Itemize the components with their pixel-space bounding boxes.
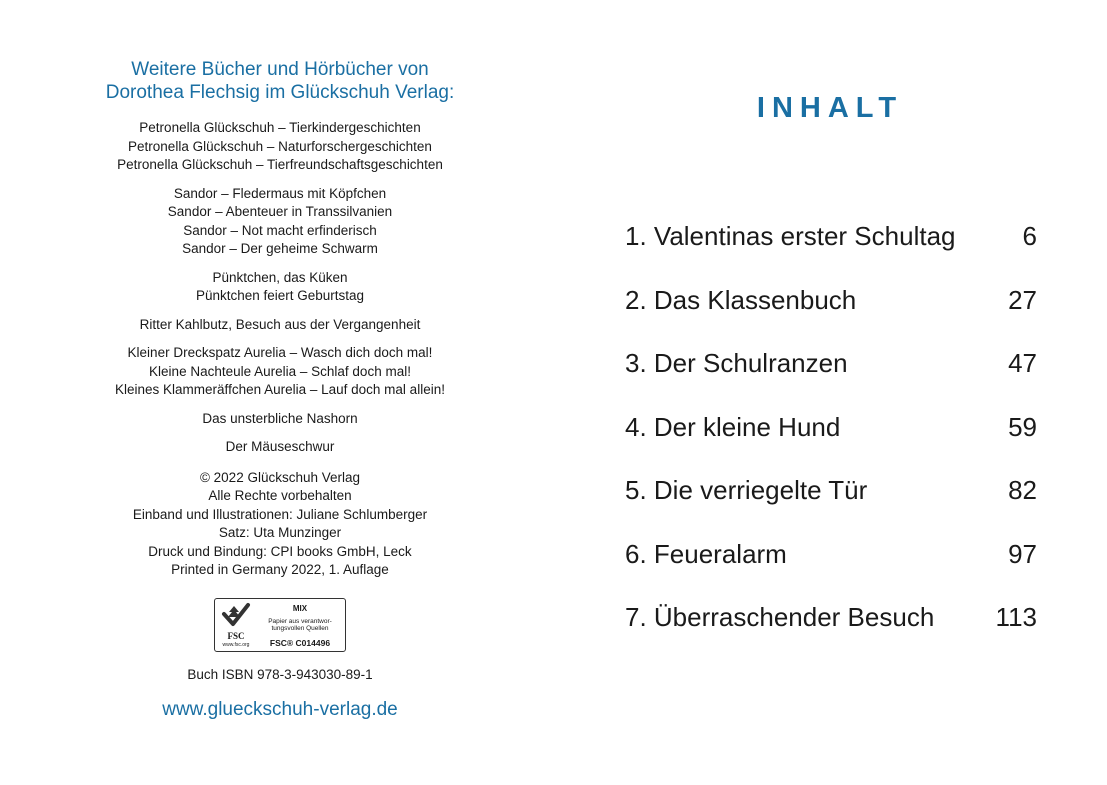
left-page <box>60 58 500 721</box>
toc-entry-title: 2. Das Klassenbuch <box>625 284 857 315</box>
book-title: Petronella Glückschuh – Tierfreundschaftsgeschichten <box>117 157 443 172</box>
imprint-line: Satz: Uta Munzinger <box>218 525 342 540</box>
book-title: Kleine Nachteule Aurelia – Schlaf doch mal! <box>149 363 411 379</box>
toc-entry-page: 27 <box>1008 284 1037 315</box>
publisher-website: www.glueckschuh-verlag.de <box>162 698 398 720</box>
toc-entry <box>625 343 1037 407</box>
toc-entry-title: 7. Überraschender Besuch <box>625 602 935 632</box>
toc-entry <box>625 216 1037 280</box>
book-group-petronella <box>60 119 500 175</box>
fsc-mix-label: MIX <box>292 603 308 613</box>
toc-entry <box>625 470 1037 534</box>
book-title: Der Mäuseschwur <box>225 439 335 454</box>
book-title: Petronella Glückschuh – Naturforschergeschichten <box>128 138 432 154</box>
toc-title: INHALT <box>756 92 904 124</box>
book-title: Das unsterbliche Nashorn <box>202 410 358 426</box>
toc-entry-title: 3. Der Schulranzen <box>625 348 848 378</box>
imprint-line: © 2022 Glückschuh Verlag <box>199 469 361 485</box>
book-title: Kleines Klammeräffchen Aurelia – Lauf doch mal allein! <box>115 382 445 397</box>
toc-entry-page: 97 <box>1008 538 1037 569</box>
toc-entry <box>625 280 1037 344</box>
fsc-url: www.fsc.org <box>222 641 250 648</box>
toc-entry-title: 5. Die verriegelte Tür <box>625 475 868 505</box>
toc-entry <box>625 407 1037 471</box>
book-title: Sandor – Der geheime Schwarm <box>182 241 378 256</box>
imprint-line: Einband und Illustrationen: Juliane Schlumberger <box>132 506 428 522</box>
book-group-puenktchen <box>60 269 500 306</box>
books-heading-line2: Dorothea Flechsig im Glückschuh Verlag: <box>105 82 455 103</box>
toc-entry-page: 59 <box>1008 411 1037 442</box>
fsc-tree-checkmark-icon <box>220 602 252 630</box>
book-group-maeuseschwur <box>60 438 500 457</box>
toc-entry-title: 6. Feueralarm <box>625 538 787 569</box>
toc-entry-title: 1. Valentinas erster Schultag <box>625 221 956 251</box>
imprint-line: Printed in Germany 2022, 1. Auflage <box>171 562 389 577</box>
book-title: Ritter Kahlbutz, Besuch aus der Vergangenheit <box>139 316 421 332</box>
book-title: Pünktchen, das Küken <box>212 269 348 285</box>
book-group-sandor <box>60 185 500 259</box>
book-title: Pünktchen feiert Geburtstag <box>195 288 365 303</box>
fsc-word: FSC <box>227 630 245 641</box>
toc-entry <box>625 597 1037 661</box>
books-heading <box>60 58 500 104</box>
imprint-line: Druck und Bindung: CPI books GmbH, Leck <box>148 543 412 559</box>
toc-entry-title: 4. Der kleine Hund <box>625 411 841 442</box>
book-title: Sandor – Fledermaus mit Köpfchen <box>173 185 387 201</box>
books-heading-line1: Weitere Bücher und Hörbücher von <box>131 59 429 80</box>
isbn: Buch ISBN 978-3-943030-89-1 <box>187 666 373 682</box>
toc-entry-page: 82 <box>1008 475 1037 505</box>
toc-entry-page: 47 <box>1008 348 1037 378</box>
book-title: Petronella Glückschuh – Tierkindergeschichten <box>139 120 421 135</box>
fsc-license-code: FSC® C014496 <box>269 637 331 648</box>
imprint <box>60 469 500 580</box>
imprint-line: Alle Rechte vorbehalten <box>208 488 352 503</box>
fsc-paper-text: Papier aus verantwor- tungsvollen Quellen <box>268 618 332 632</box>
book-title: Sandor – Abenteuer in Transsilvanien <box>167 204 393 219</box>
book-title: Kleiner Dreckspatz Aurelia – Wasch dich doch mal! <box>127 345 433 360</box>
toc-entry-page: 6 <box>1022 221 1037 251</box>
book-group-nashorn <box>60 410 500 429</box>
fsc-logo <box>214 598 346 652</box>
book-title: Sandor – Not macht erfinderisch <box>183 222 377 238</box>
book-group-aurelia <box>60 344 500 400</box>
toc-entry <box>625 534 1037 598</box>
toc-entry-page: 113 <box>995 602 1037 632</box>
table-of-contents <box>625 216 1037 661</box>
book-group-ritter <box>60 316 500 335</box>
